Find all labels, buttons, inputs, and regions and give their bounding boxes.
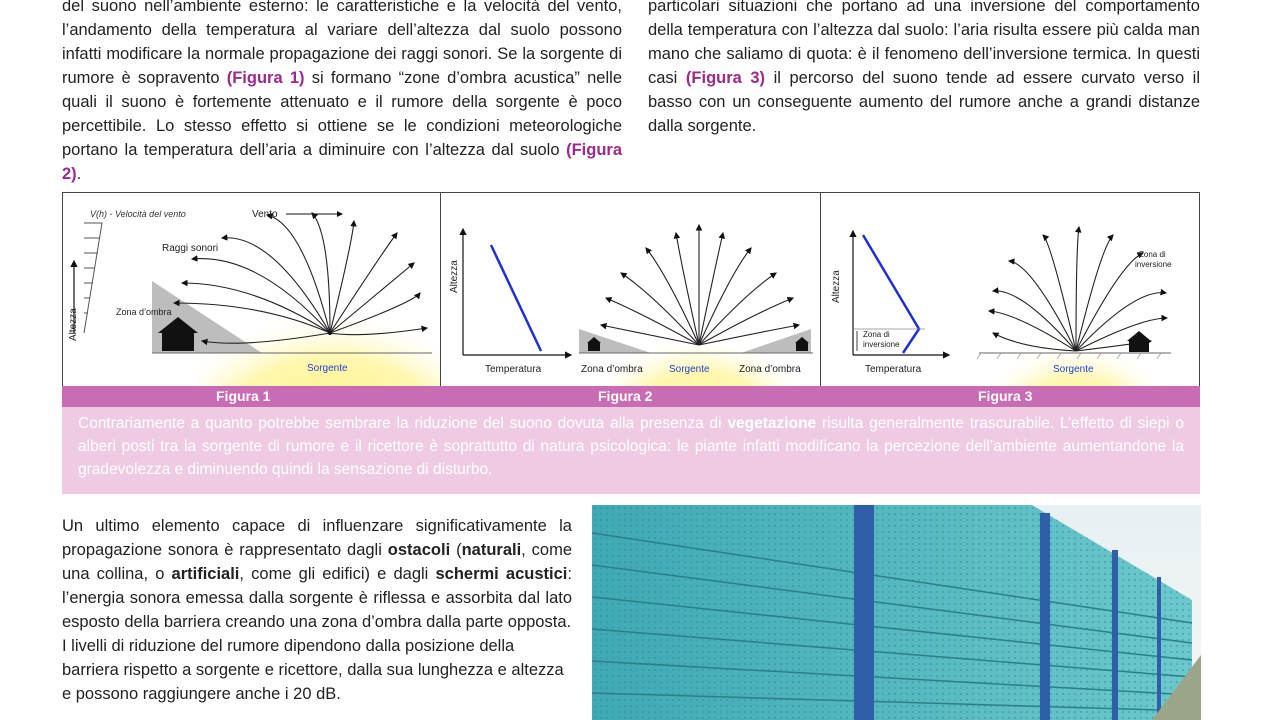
figure-1-caption: Figura 1 xyxy=(216,388,271,404)
temperature-line xyxy=(491,245,541,351)
svg-text:Zona d’ombra xyxy=(739,364,801,375)
figure-1-diagram xyxy=(62,193,440,386)
svg-text:Sorgente xyxy=(669,364,710,375)
svg-text:Sorgente xyxy=(307,363,348,374)
keyword-artificiali: artificiali xyxy=(171,565,240,583)
source-point xyxy=(328,331,332,335)
temperature-label: Temperatura xyxy=(865,364,922,375)
inversion-label-line-2: inversione xyxy=(1135,260,1172,269)
bottom-text-column xyxy=(62,514,572,706)
obstacles-paragraph: Un ultimo elemento capace di influenzare significativamente la propagazione sonora è rappresentato dagli ostacoli (naturali, come una collina, o artificiali, come gli edifici) e dagli schermi acustici: l’energia sonora emessa dalla sorgente è riflessa e assorbita dal lato esposto della barriera creando una zona d’ombra dalla parte opposta. xyxy=(62,517,572,631)
figure-border-right xyxy=(1199,193,1200,386)
source-label: Sorgente xyxy=(1053,364,1094,375)
svg-text:V(h) - Velocità del vento xyxy=(90,209,186,219)
height-label: Altezza xyxy=(449,260,460,293)
svg-text:Altezza xyxy=(68,308,79,341)
rays-label: Raggi sonori xyxy=(162,243,219,254)
wind-profile xyxy=(84,223,102,333)
svg-text:inversione xyxy=(863,340,900,349)
figures-strip xyxy=(62,192,1200,387)
left-paragraph: del suono nell’ambiente esterno: le caratteristiche e la velocità del vento, l’andamento della temperatura al variare dell’altezza dal suolo possono infatti modificare la normale propagazione dei raggi sonori. Se la sorgente di rumore è sopravento (Figura 1) si formano “zone d’ombra acustica” nelle quali il suono è fortemente attenuato e il rumore della sorgente è poco percettibile. Lo stesso effetto si ottiene se le condizioni meteorologiche portano la temperatura dell’aria a diminuire con l’altezza dal suolo (Figura 2). xyxy=(62,0,623,183)
svg-text:Zona d’ombra xyxy=(116,307,172,317)
shadow-left-label: Zona d’ombra xyxy=(581,364,643,375)
inversion-zone-line-2: inversione xyxy=(863,340,900,349)
height-label: Altezza xyxy=(68,308,79,341)
keyword-naturali: naturali xyxy=(461,541,522,559)
svg-text:Temperatura xyxy=(485,364,542,375)
temperature-label: Temperatura xyxy=(485,364,542,375)
svg-text:Temperatura xyxy=(865,364,922,375)
svg-text:Vento xyxy=(252,209,278,220)
figure-2-diagram xyxy=(441,193,820,386)
shadow-zone-label: Zona d’ombra xyxy=(116,307,172,317)
wind-label: Vento xyxy=(252,209,278,220)
inversion-zone-line-1: Zona di xyxy=(863,330,890,339)
keyword-ostacoli: ostacoli xyxy=(387,541,451,559)
figure-2-caption: Figura 2 xyxy=(598,388,653,404)
svg-text:Zona di xyxy=(863,330,890,339)
right-text-column xyxy=(648,0,1200,138)
right-paragraph: particolari situazioni che portano ad una inversione del comportamento della temperatura con l’altezza dal suolo: l’aria risulta essere più calda man mano che saliamo di quota: è il fenomeno dell’inversione termica. In questi casi (Figura 3) il percorso del suono tende ad essere curvato verso il basso con un conseguente aumento del rumore anche a grandi distanze dalla sorgente. xyxy=(648,0,1201,135)
svg-text:Zona d’ombra xyxy=(581,364,643,375)
figure-3-reference: (Figura 3) xyxy=(685,69,766,87)
svg-text:inversione xyxy=(1135,260,1172,269)
figure-caption-bar xyxy=(62,386,1200,407)
figure-3-caption: Figura 3 xyxy=(978,388,1033,404)
shadow-right-label: Zona d’ombra xyxy=(739,364,801,375)
svg-text:Sorgente xyxy=(1053,364,1094,375)
inversion-label-line-1: Zona di xyxy=(1139,250,1166,259)
svg-text:Zona di xyxy=(1139,250,1166,259)
figure-1-reference: (Figura 1) xyxy=(226,69,305,87)
source-label: Sorgente xyxy=(307,363,348,374)
svg-text:Altezza xyxy=(449,260,460,293)
keyword-schermi-acustici: schermi acustici xyxy=(435,565,568,583)
figure-3-diagram xyxy=(821,193,1199,386)
vegetation-keyword: vegetazione xyxy=(727,415,817,432)
noise-barrier-photo xyxy=(592,505,1201,720)
reduction-paragraph: I livelli di riduzione del rumore dipendono dalla posizione della barriera rispetto a sorgente e ricettore, dalla sua lunghezza e altezza e possono raggiungere anche i 20 dB. xyxy=(62,637,564,703)
wind-speed-label: V(h) - Velocità del vento xyxy=(90,209,186,219)
vegetation-note-box: Contrariamente a quanto potrebbe sembrare la riduzione del suono dovuta alla presenza di vegetazione risulta generalmente trascurabile. L’effetto di siepi o alberi posti tra la sorgente di rumore e il ricettore è soprattutto di natura psicologica: le piante infatti modificano la percezione dell’ambiente aumentandone la gradevolezza e diminuendo quindi la sensazione di disturbo. xyxy=(62,407,1200,494)
source-label: Sorgente xyxy=(669,364,710,375)
left-text-column xyxy=(62,0,622,186)
svg-text:Altezza xyxy=(831,270,842,303)
svg-text:Raggi sonori xyxy=(162,243,218,254)
figure-2-reference: (Figura 2) xyxy=(62,141,623,183)
height-label: Altezza xyxy=(831,270,842,303)
